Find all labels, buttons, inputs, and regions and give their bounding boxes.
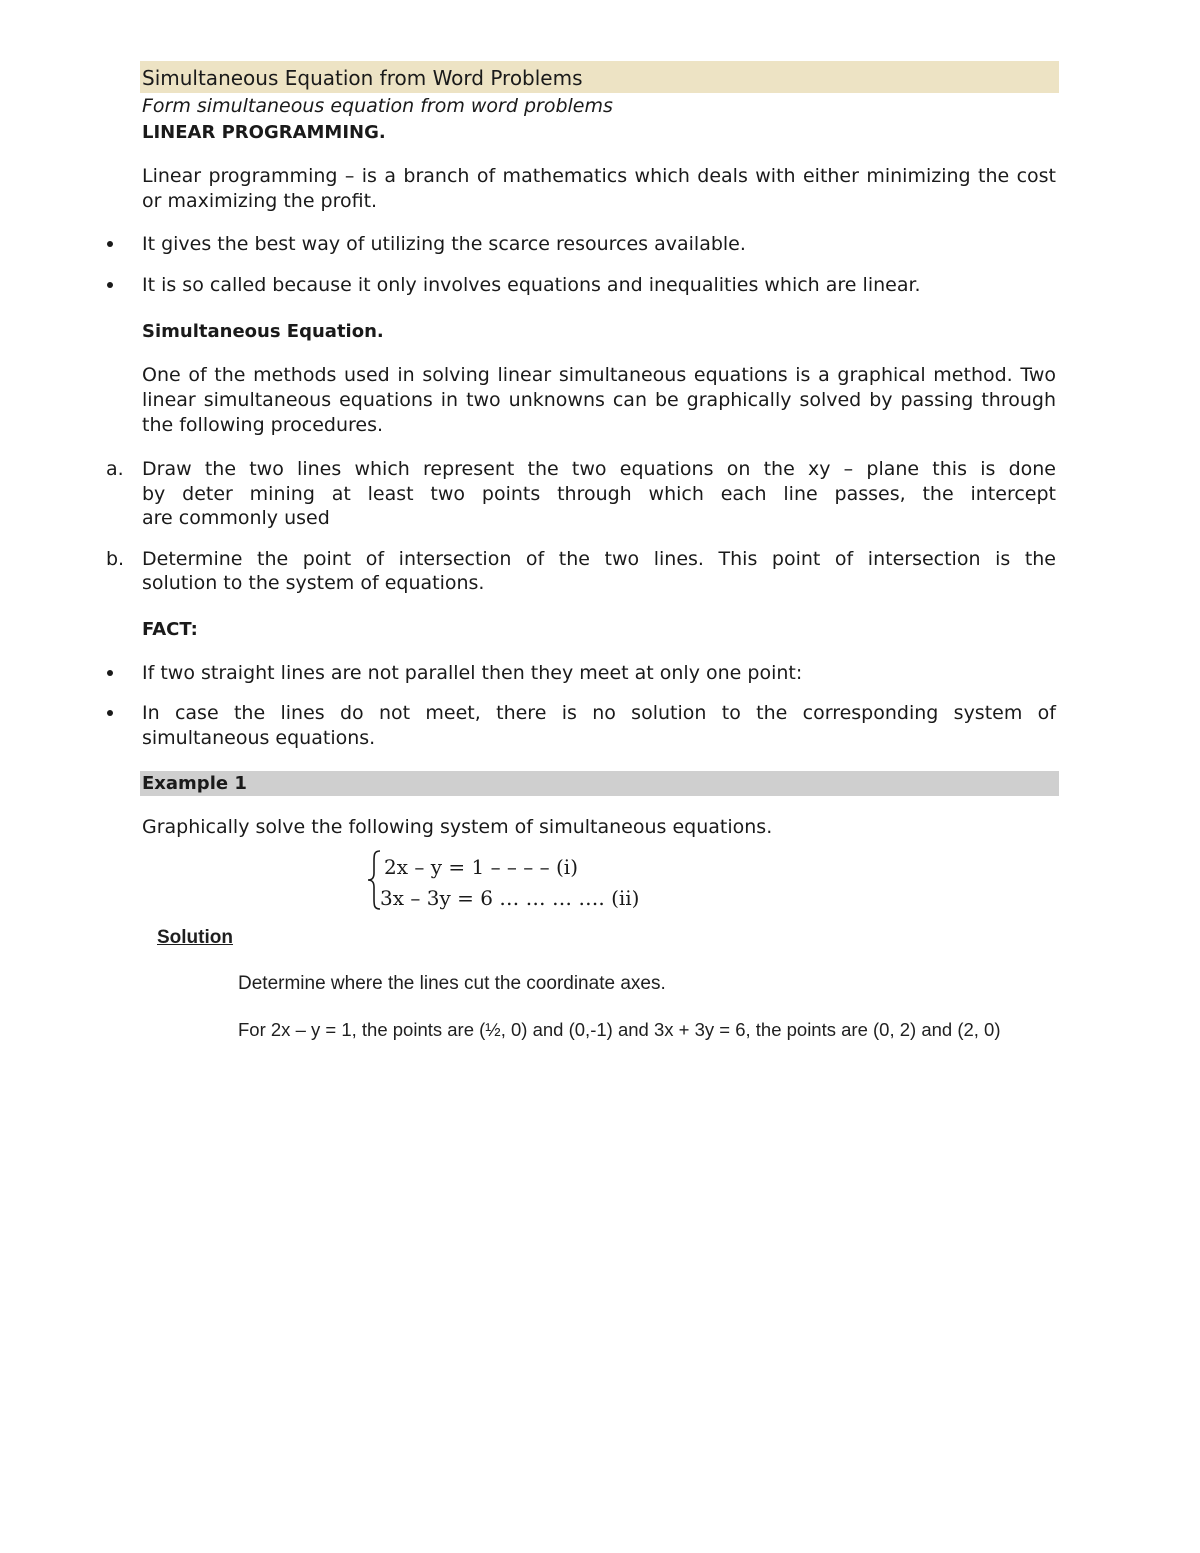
solution-heading: Solution xyxy=(157,927,233,948)
example-heading-bar xyxy=(140,771,1059,796)
page-subtitle: Form simultaneous equation from word problems xyxy=(142,95,613,117)
step-b-line-2: solution to the system of equations. xyxy=(142,572,485,594)
solution-line-2: For 2x – y = 1, the points are (½, 0) and (0,-1) and 3x + 3y = 6, the points are (0, 2) and (2, 0) xyxy=(238,1019,1001,1040)
se-paragraph-line-1: One of the methods used in solving linear simultaneous equations is a graphical method. Two xyxy=(142,364,1056,386)
fact-bullet-2-line-1: In case the lines do not meet, there is no solution to the corresponding system of xyxy=(142,702,1056,724)
bullet-icon xyxy=(107,710,113,716)
lp-bullet-1: It gives the best way of utilizing the scarce resources available. xyxy=(142,233,746,255)
example-heading: Example 1 xyxy=(142,773,247,794)
se-heading: Simultaneous Equation. xyxy=(142,321,384,342)
solution-line-1: Determine where the lines cut the coordinate axes. xyxy=(238,973,666,994)
page-title: Simultaneous Equation from Word Problems xyxy=(142,66,583,90)
step-a-line-1: Draw the two lines which represent the two equations on the xy – plane this is done xyxy=(142,458,1056,480)
step-a-line-2: by deter mining at least two points through which each line passes, the intercept xyxy=(142,483,1056,505)
se-paragraph-line-2: linear simultaneous equations in two unknowns can be graphically solved by passing through xyxy=(142,389,1056,411)
se-paragraph-line-3: the following procedures. xyxy=(142,414,384,436)
fact-bullet-1: If two straight lines are not parallel then they meet at only one point: xyxy=(142,662,803,684)
step-marker-b: b. xyxy=(106,548,125,570)
fact-heading: FACT: xyxy=(142,619,198,640)
lp-definition-line-2: or maximizing the profit. xyxy=(142,190,378,212)
step-b-line-1: Determine the point of intersection of the two lines. This point of intersection is the xyxy=(142,548,1056,570)
fact-bullet-2-line-2: simultaneous equations. xyxy=(142,727,376,749)
equation-1: 2x – y = 1 – – – – (i) xyxy=(384,855,579,879)
lp-bullet-2: It is so called because it only involves equations and inequalities which are linear. xyxy=(142,274,921,296)
example-prompt: Graphically solve the following system of simultaneous equations. xyxy=(142,816,773,838)
step-a-line-3: are commonly used xyxy=(142,507,330,529)
equation-2: 3x – 3y = 6 … … … …. (ii) xyxy=(380,886,640,910)
bullet-icon xyxy=(107,241,113,247)
step-marker-a: a. xyxy=(106,458,124,480)
bullet-icon xyxy=(107,670,113,676)
lp-heading: LINEAR PROGRAMMING. xyxy=(142,122,386,143)
bullet-icon xyxy=(107,282,113,288)
lp-definition-line-1: Linear programming – is a branch of mathematics which deals with either minimizing the cost xyxy=(142,165,1056,187)
